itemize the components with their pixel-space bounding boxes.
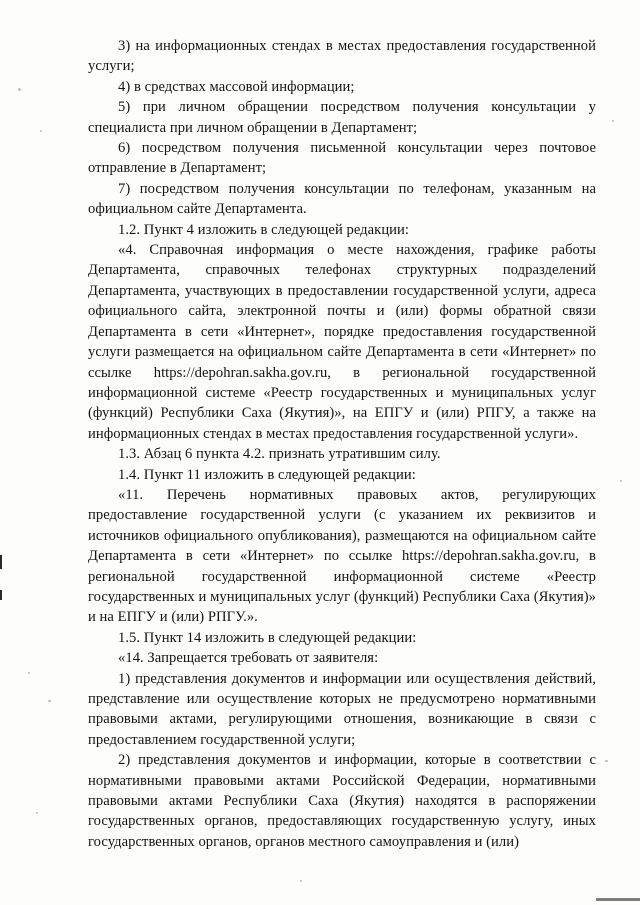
scan-speck <box>18 88 21 91</box>
scan-speck <box>605 760 608 762</box>
clause-11-text: «11. Перечень нормативных правовых актов, регулирующих предоставление государственной услуги (с указанием их реквизитов и источников официального опубликования), размещаются на официальном сайте Департамента в сети «Интернет» по ссылке https://depohran.sakha.gov.ru, в региональной государственной информационной системе «Реестр государственных и муниципальных услуг (функций) Республики Саха (Якутия)» и на ЕПГУ и (или) РПГУ.». <box>88 486 596 626</box>
scan-speck <box>28 672 30 674</box>
document-body <box>88 36 596 852</box>
list-item-4-media: 4) в средствах массовой информации; <box>118 78 355 95</box>
scan-speck <box>40 130 42 132</box>
clause-4-text: «4. Справочная информация о месте нахождения, графике работы Департамента, справочных телефонах структурных подразделений Департамента, участвующих в предоставлении государственной услуги, адреса официального сайта, электронной почты и (или) формы обратной связи Департамента в сети «Интернет», порядке предоставления государственной услуги размещается на официальном сайте Департамента в сети «Интернет» по ссылке https://depohran.sakha.gov.ru, в региональной государственной информационной системе «Реестр государственных и муниципальных услуг (функций) Республики Саха (Якутия)», на ЕПГУ и (или) РПГУ, а также на информационных стендах в местах предоставления государственной услуги». <box>88 242 596 442</box>
clause-14-item-2: 2) представления документов и информации, которые в соответствии с нормативными правовыми актами Российской Федерации, нормативными правовыми актами Республики Саха (Якутия) находятся в распоряжении государственных органов, предоставляющих государственную услугу, иных государственных органов, органов местного самоуправления и (или) <box>88 752 596 850</box>
amendment-1-5-heading: 1.5. Пункт 14 изложить в следующей редакции: <box>118 629 417 646</box>
scan-edge-mark <box>0 555 2 569</box>
scan-speck <box>620 480 622 482</box>
list-item-3-stands: 3) на информационных стендах в местах предоставления государственной услуги; <box>88 38 596 75</box>
list-item-7-phone-consultation: 7) посредством получения консультации по телефонам, указанным на официальном сайте Департамента. <box>88 180 596 218</box>
scan-speck <box>300 880 302 882</box>
scan-edge-mark <box>596 898 640 901</box>
amendment-1-2-heading: 1.2. Пункт 4 изложить в следующей редакции: <box>118 221 410 238</box>
scan-speck <box>612 120 614 122</box>
scan-edge-mark <box>0 590 2 600</box>
clause-14-intro: «14. Запрещается требовать от заявителя: <box>118 650 379 667</box>
scan-speck <box>36 812 38 814</box>
list-item-6-written-consultation: 6) посредством получения письменной консультации через почтовое отправление в Департамент; <box>88 140 596 177</box>
scan-speck <box>48 700 51 702</box>
amendment-1-3: 1.3. Абзац 6 пункта 4.2. признать утратившим силу. <box>118 446 441 463</box>
clause-14-item-1: 1) представления документов и информации или осуществления действий, представление или осуществление которых не предусмотрено нормативными правовыми актами, регулирующими отношения, возникающие в связи с предоставлением государственной услуги; <box>88 670 596 748</box>
list-item-5-personal-visit: 5) при личном обращении посредством получения консультации у специалиста при личном обращении в Департамент; <box>88 99 596 136</box>
amendment-1-4-heading: 1.4. Пункт 11 изложить в следующей редакции: <box>118 466 416 483</box>
